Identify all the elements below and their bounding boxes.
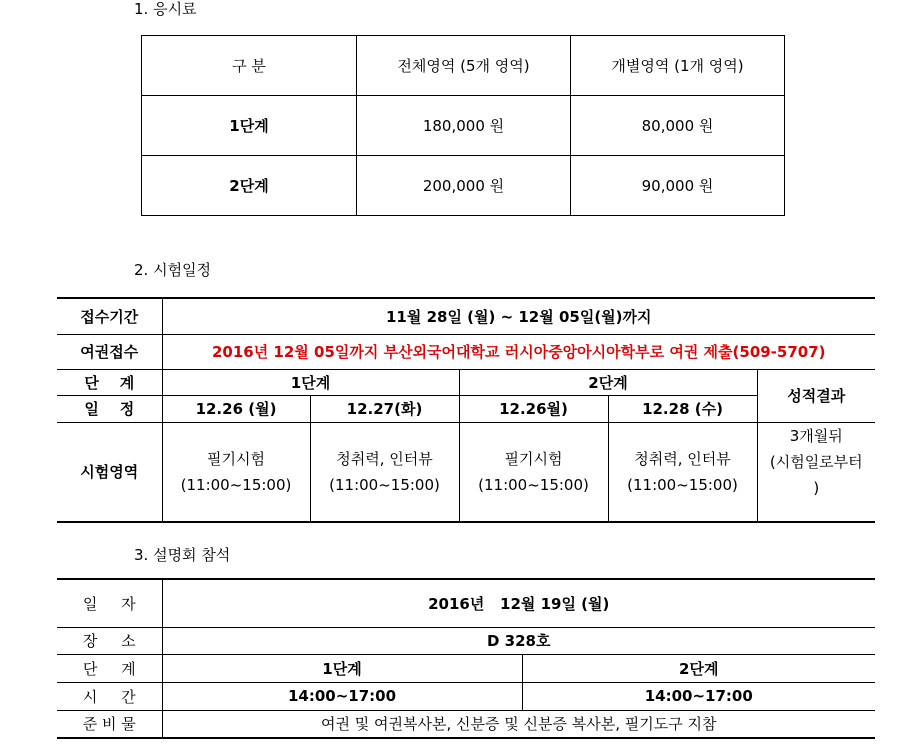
table-row: [57, 422, 875, 522]
session-time-label: 시 간: [57, 682, 162, 710]
area-2-time: (11:00~15:00): [329, 475, 440, 494]
area-3: [459, 422, 608, 522]
date-1: 12.26 (월): [162, 395, 310, 422]
session-stage-label: 단 계: [57, 654, 162, 682]
section2-heading: 2. 시험일정: [134, 261, 212, 279]
section1-heading: 1. 응시료: [134, 0, 197, 18]
session-date-value: 2016년 12월 19일 (월): [162, 579, 875, 627]
schedule-table: [57, 297, 875, 523]
table-row: [57, 298, 875, 334]
date-3: 12.26월): [459, 395, 608, 422]
table-row: [57, 710, 875, 738]
area-4-name: 청취력, 인터뷰: [634, 449, 731, 468]
area-3-time: (11:00~15:00): [478, 475, 589, 494]
date-4: 12.28 (수): [608, 395, 757, 422]
header-full-area: 전체영역 (5개 영역): [357, 36, 571, 96]
result-header: 성적결과: [757, 369, 875, 422]
session-prep-value: 여권 및 여권복사본, 신분증 및 신분증 복사본, 필기도구 지참: [162, 710, 875, 738]
stage1-header: 1단계: [162, 369, 459, 395]
area-2-name: 청취력, 인터뷰: [336, 449, 433, 468]
period-label: 접수기간: [57, 298, 162, 334]
area-3-name: 필기시험: [504, 449, 563, 468]
session-time1: 14:00~17:00: [162, 682, 522, 710]
session-prep-label: 준 비 물: [57, 710, 162, 738]
fee-stage1-label: 1단계: [142, 96, 357, 156]
table-row: [57, 682, 875, 710]
session-stage1: 1단계: [162, 654, 522, 682]
session-table: [57, 578, 875, 739]
fee-stage2-full: 200,000 원: [357, 156, 571, 216]
fee-stage2-single: 90,000 원: [571, 156, 785, 216]
stage-label: 단 계: [57, 369, 162, 395]
table-row: [142, 156, 785, 216]
area-1-time: (11:00~15:00): [180, 475, 292, 494]
session-place-label: 장 소: [57, 627, 162, 654]
area-label: 시험영역: [57, 422, 162, 522]
header-category: 구 분: [142, 36, 357, 96]
table-row: [57, 654, 875, 682]
result-value: [757, 422, 875, 522]
area-4: [608, 422, 757, 522]
table-row: [57, 395, 875, 422]
date-2: 12.27(화): [310, 395, 459, 422]
header-single-area: 개별영역 (1개 영역): [571, 36, 785, 96]
fee-table: [141, 35, 785, 216]
passport-value: 2016년 12월 05일까지 부산외국어대학교 러시아중앙아시아학부로 여권 제출(509-5707): [162, 334, 875, 369]
result-line-3: ): [813, 478, 820, 497]
session-time2: 14:00~17:00: [522, 682, 875, 710]
table-row: [57, 627, 875, 654]
area-4-time: (11:00~15:00): [627, 475, 738, 494]
table-row: [57, 579, 875, 627]
area-2: [310, 422, 459, 522]
fee-stage1-single: 80,000 원: [571, 96, 785, 156]
table-row: [142, 36, 785, 96]
table-row: [57, 369, 875, 395]
table-row: [57, 334, 875, 369]
fee-stage2-label: 2단계: [142, 156, 357, 216]
session-place-value: D 328호: [162, 627, 875, 654]
area-1: [162, 422, 310, 522]
table-row: [142, 96, 785, 156]
result-line-2: (시험일로부터: [769, 452, 863, 471]
fee-stage1-full: 180,000 원: [357, 96, 571, 156]
area-1-name: 필기시험: [207, 449, 265, 468]
section3-heading: 3. 설명회 참석: [134, 546, 231, 564]
result-line-1: 3개월뒤: [789, 426, 843, 445]
passport-label: 여권접수: [57, 334, 162, 369]
period-value: 11월 28일 (월) ~ 12월 05일(월)까지: [162, 298, 875, 334]
session-stage2: 2단계: [522, 654, 875, 682]
stage2-header: 2단계: [459, 369, 757, 395]
date-label: 일 정: [57, 395, 162, 422]
session-date-label: 일 자: [57, 579, 162, 627]
